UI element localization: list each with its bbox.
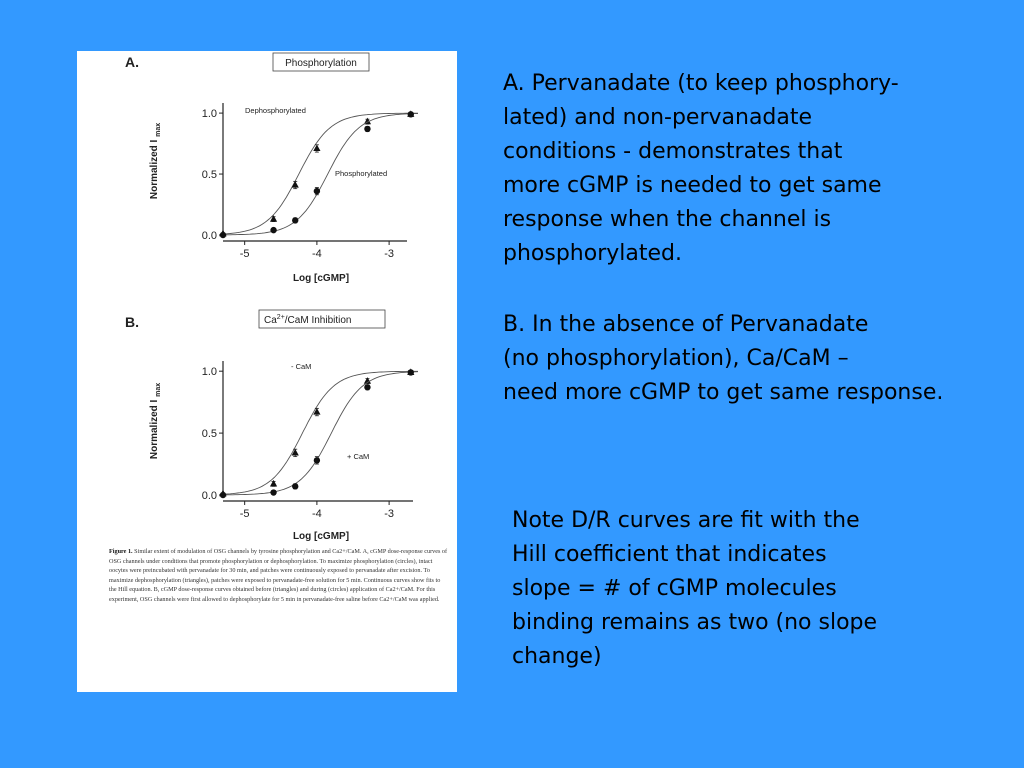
- note-panel-a: A. Pervanadate (to keep phosphory- lated) and non-pervanadate conditions - demonstrates that more cGMP is needed to get same response when the channel is phosphorylated.: [503, 71, 899, 266]
- note-panel-b: B. In the absence of Pervanadate (no phosphorylation), Ca/CaM – need more cGMP to get same response.: [503, 312, 944, 405]
- caption-label: Figure 1.: [109, 548, 133, 555]
- data-point-triangle: [270, 480, 277, 487]
- x-axis-label: Log [cGMP]: [292, 531, 350, 542]
- data-point-triangle: [292, 181, 299, 188]
- chart-panel-b: [125, 310, 418, 542]
- x-tick-label: -3: [384, 508, 395, 520]
- y-axis-label: Normalized I $_{max}$: [149, 382, 162, 460]
- series-label-1: - CaM: [291, 362, 312, 371]
- chart-title: Phosphorylation: [285, 58, 357, 69]
- figure-panel: [77, 51, 457, 692]
- note-hill-coefficient: Note D/R curves are fit with the Hill coefficient that indicates slope = # of cGMP molecules binding remains as two (no slope change): [512, 508, 878, 669]
- y-axis-label: Normalized I $_{max}$: [149, 122, 162, 200]
- data-point-circle: [292, 217, 298, 223]
- y-tick-label: 0.5: [201, 428, 217, 441]
- data-point-circle: [270, 227, 276, 233]
- series-label-2: Phosphorylated: [335, 169, 388, 178]
- series-label-1: Dephosphorylated: [245, 106, 306, 115]
- series-label-2: + CaM: [347, 452, 370, 461]
- x-tick-label: -3: [384, 248, 395, 260]
- figure-svg: [77, 51, 457, 551]
- data-point-circle: [220, 492, 226, 498]
- x-tick-label: -4: [311, 508, 322, 520]
- panel-label: B.: [125, 314, 139, 330]
- y-tick-label: 0.0: [201, 490, 217, 502]
- data-point-circle: [314, 188, 320, 194]
- fit-curve-2: [223, 114, 418, 235]
- data-point-circle: [220, 232, 226, 238]
- x-axis-label: Log [cGMP]: [292, 273, 350, 284]
- y-tick-label: 0.0: [201, 230, 217, 242]
- y-tick-label: 1.0: [201, 108, 217, 121]
- caption-text: Similar extent of modulation of OSG channels by tyrosine phosphorylation and Ca2+/CaM. A, cGMP dose-response curves of OSG channels under conditions that promote phosphorylation or dephosphorylation. To maximize phosphorylation (circles), intact oocytes were preincubated with pervanadate for 30 min, and patches were continuously exposed to pervanadate after excision. To maximize dephosphorylation (triangles), patches were exposed to pervanadate-free solution for 5 min. Continuous curves show fits to the Hill equation. B, cGMP dose-response curves obtained before (triangles) and during (circles) application of Ca2+/CaM. For this experiment, OSG channels were first allowed to dephosphorylate for 5 min in pervanadate-free saline before Ca2+/CaM was applied.: [109, 548, 448, 603]
- chart-panel-a: [125, 53, 418, 284]
- data-point-triangle: [270, 215, 277, 222]
- figure-caption: [109, 547, 449, 605]
- y-tick-label: 0.5: [201, 169, 217, 182]
- data-point-circle: [314, 457, 320, 463]
- panel-label: A.: [125, 54, 139, 70]
- data-point-circle: [364, 126, 370, 132]
- chart-title: $Ca^{2+}$/CaM Inhibition: [264, 314, 352, 326]
- data-point-circle: [408, 369, 414, 375]
- data-point-circle: [364, 384, 370, 390]
- x-tick-label: -5: [239, 508, 250, 520]
- fit-curve-1: [223, 371, 418, 494]
- data-point-circle: [408, 111, 414, 117]
- fit-curve-1: [223, 113, 418, 234]
- x-tick-label: -4: [311, 248, 322, 260]
- x-tick-label: -5: [239, 248, 250, 260]
- y-tick-label: 1.0: [201, 366, 217, 379]
- data-point-circle: [292, 483, 298, 489]
- data-point-circle: [270, 489, 276, 495]
- fit-curve-2: [223, 372, 418, 495]
